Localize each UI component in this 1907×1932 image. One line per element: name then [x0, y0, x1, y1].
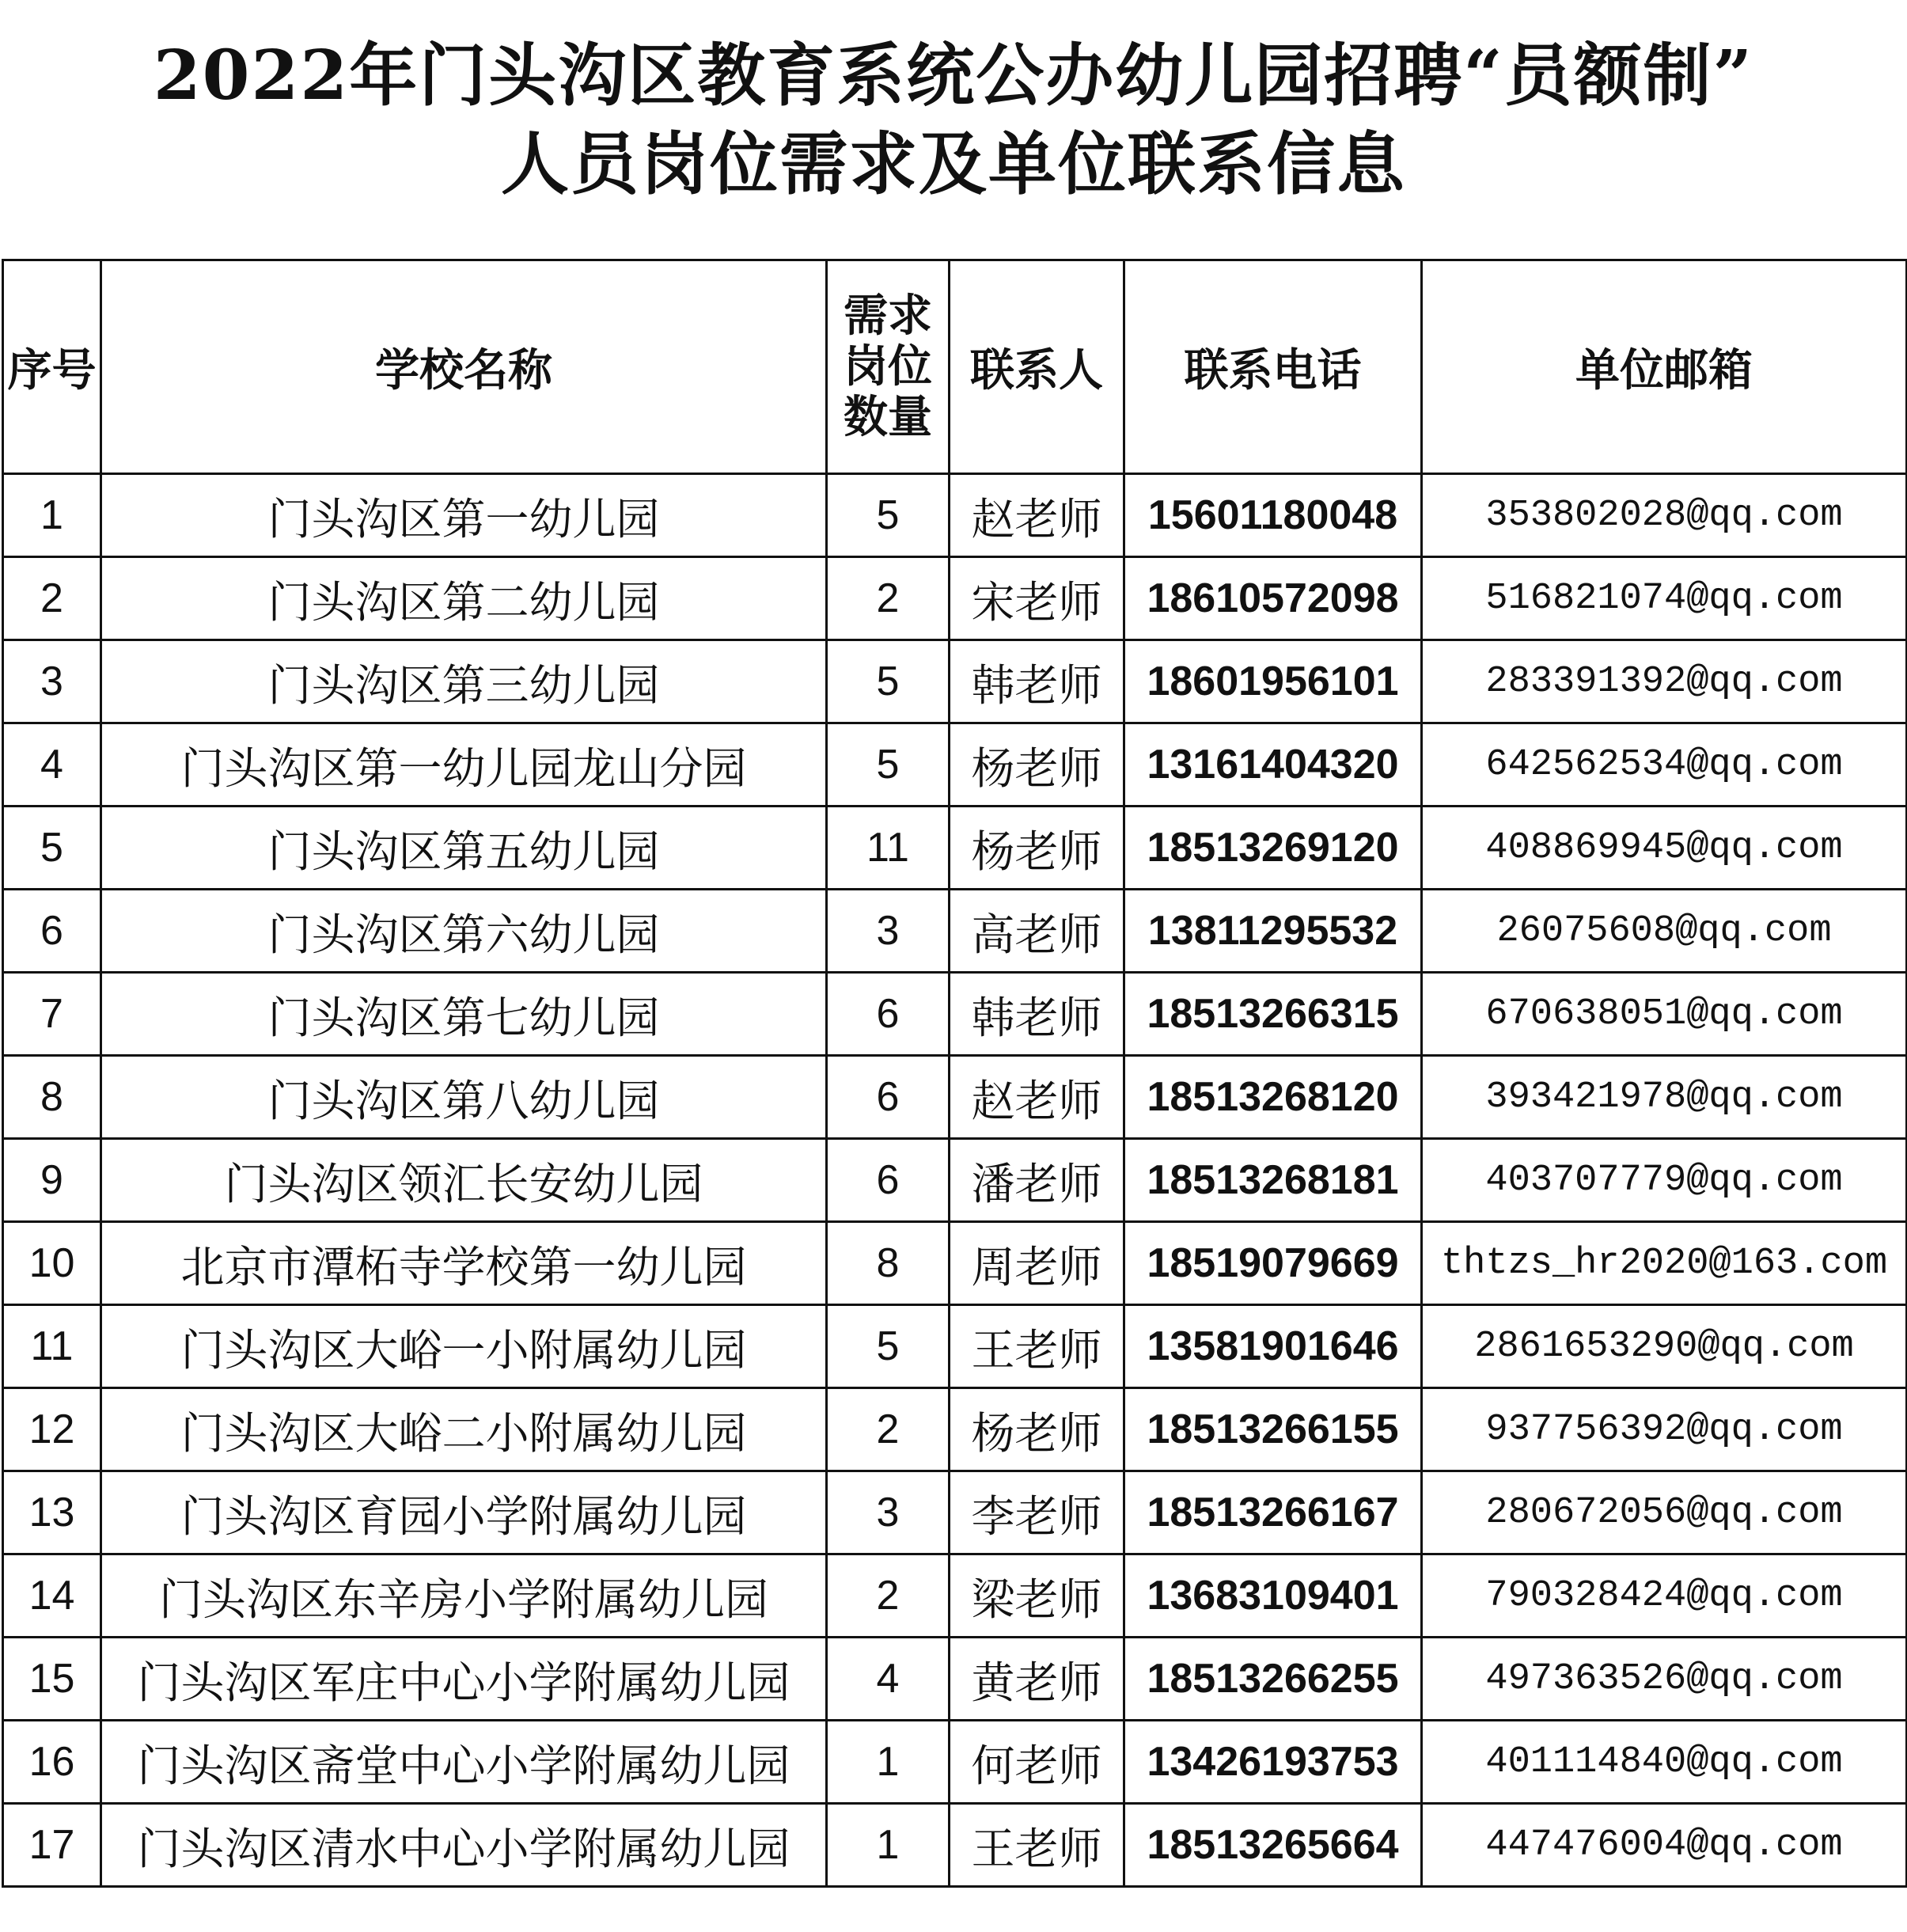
table-row [3, 973, 1907, 1056]
cell-count: 3 [827, 890, 950, 973]
cell-contact: 王老师 [950, 1305, 1124, 1388]
cell-count: 4 [827, 1638, 950, 1721]
cell-index: 8 [3, 1056, 101, 1139]
cell-email: 937756392@qq.com [1422, 1388, 1907, 1471]
recruitment-table [2, 259, 1907, 1888]
cell-index: 16 [3, 1721, 101, 1804]
header-contact: 联系人 [950, 260, 1124, 474]
header-count-line: 需求 [844, 290, 932, 342]
cell-email: 280672056@qq.com [1422, 1471, 1907, 1554]
cell-email: 353802028@qq.com [1422, 474, 1907, 557]
cell-contact: 杨老师 [950, 1388, 1124, 1471]
cell-phone: 13683109401 [1124, 1554, 1422, 1638]
cell-school: 门头沟区第七幼儿园 [101, 973, 827, 1056]
cell-school: 门头沟区领汇长安幼儿园 [101, 1139, 827, 1222]
cell-email: 790328424@qq.com [1422, 1554, 1907, 1638]
cell-count: 2 [827, 1554, 950, 1638]
table-header-row [3, 260, 1907, 474]
cell-phone: 13811295532 [1124, 890, 1422, 973]
cell-count: 11 [827, 807, 950, 890]
cell-count: 1 [827, 1721, 950, 1804]
cell-email: 670638051@qq.com [1422, 973, 1907, 1056]
cell-index: 1 [3, 474, 101, 557]
cell-school: 门头沟区第六幼儿园 [101, 890, 827, 973]
cell-email: 497363526@qq.com [1422, 1638, 1907, 1721]
cell-phone: 18513268120 [1124, 1056, 1422, 1139]
cell-contact: 宋老师 [950, 557, 1124, 640]
table-row [3, 1721, 1907, 1804]
cell-index: 17 [3, 1804, 101, 1887]
table-row [3, 1056, 1907, 1139]
cell-count: 3 [827, 1471, 950, 1554]
cell-index: 11 [3, 1305, 101, 1388]
table-row [3, 723, 1907, 807]
header-email: 单位邮箱 [1422, 260, 1907, 474]
cell-index: 3 [3, 640, 101, 723]
cell-school: 门头沟区第一幼儿园龙山分园 [101, 723, 827, 807]
cell-contact: 黄老师 [950, 1638, 1124, 1721]
cell-phone: 18513268181 [1124, 1139, 1422, 1222]
cell-phone: 18513265664 [1124, 1804, 1422, 1887]
cell-contact: 何老师 [950, 1721, 1124, 1804]
cell-count: 1 [827, 1804, 950, 1887]
cell-index: 7 [3, 973, 101, 1056]
cell-contact: 梁老师 [950, 1554, 1124, 1638]
cell-school: 门头沟区军庄中心小学附属幼儿园 [101, 1638, 827, 1721]
header-index: 序号 [3, 260, 101, 474]
cell-contact: 潘老师 [950, 1139, 1124, 1222]
cell-count: 5 [827, 1305, 950, 1388]
cell-count: 5 [827, 723, 950, 807]
cell-count: 6 [827, 1139, 950, 1222]
cell-index: 14 [3, 1554, 101, 1638]
cell-school: 门头沟区大峪一小附属幼儿园 [101, 1305, 827, 1388]
cell-school: 门头沟区第一幼儿园 [101, 474, 827, 557]
cell-email: 642562534@qq.com [1422, 723, 1907, 807]
cell-phone: 18513266167 [1124, 1471, 1422, 1554]
cell-email: 283391392@qq.com [1422, 640, 1907, 723]
document-title [0, 32, 1907, 209]
cell-index: 12 [3, 1388, 101, 1471]
cell-contact: 韩老师 [950, 640, 1124, 723]
table-row [3, 1638, 1907, 1721]
cell-email: 516821074@qq.com [1422, 557, 1907, 640]
table-row [3, 1804, 1907, 1887]
cell-email: 408869945@qq.com [1422, 807, 1907, 890]
header-phone: 联系电话 [1124, 260, 1422, 474]
cell-email: 393421978@qq.com [1422, 1056, 1907, 1139]
cell-contact: 王老师 [950, 1804, 1124, 1887]
cell-count: 8 [827, 1222, 950, 1305]
cell-contact: 周老师 [950, 1222, 1124, 1305]
table-row [3, 1222, 1907, 1305]
table-row [3, 807, 1907, 890]
table-row [3, 640, 1907, 723]
table-row [3, 1388, 1907, 1471]
cell-contact: 赵老师 [950, 1056, 1124, 1139]
cell-phone: 18610572098 [1124, 557, 1422, 640]
title-line-1: 2022年门头沟区教育系统公办幼儿园招聘“员额制” [153, 36, 1754, 116]
cell-index: 5 [3, 807, 101, 890]
table-row [3, 1139, 1907, 1222]
cell-phone: 18513266255 [1124, 1638, 1422, 1721]
cell-count: 6 [827, 1056, 950, 1139]
header-count-line: 数量 [844, 391, 932, 443]
cell-contact: 高老师 [950, 890, 1124, 973]
cell-school: 门头沟区东辛房小学附属幼儿园 [101, 1554, 827, 1638]
table-row [3, 1471, 1907, 1554]
cell-index: 6 [3, 890, 101, 973]
cell-count: 5 [827, 474, 950, 557]
cell-contact: 杨老师 [950, 723, 1124, 807]
cell-phone: 18513269120 [1124, 807, 1422, 890]
header-count-line: 岗位 [844, 340, 932, 393]
cell-school: 门头沟区清水中心小学附属幼儿园 [101, 1804, 827, 1887]
cell-contact: 韩老师 [950, 973, 1124, 1056]
cell-count: 2 [827, 1388, 950, 1471]
cell-contact: 赵老师 [950, 474, 1124, 557]
cell-school: 门头沟区第八幼儿园 [101, 1056, 827, 1139]
cell-school: 门头沟区第三幼儿园 [101, 640, 827, 723]
cell-index: 13 [3, 1471, 101, 1554]
cell-email: 447476004@qq.com [1422, 1804, 1907, 1887]
cell-contact: 杨老师 [950, 807, 1124, 890]
cell-index: 4 [3, 723, 101, 807]
table-row [3, 557, 1907, 640]
cell-phone: 13426193753 [1124, 1721, 1422, 1804]
cell-school: 北京市潭柘寺学校第一幼儿园 [101, 1222, 827, 1305]
cell-phone: 18519079669 [1124, 1222, 1422, 1305]
cell-index: 9 [3, 1139, 101, 1222]
cell-count: 2 [827, 557, 950, 640]
cell-school: 门头沟区育园小学附属幼儿园 [101, 1471, 827, 1554]
title-line-2: 人员岗位需求及单位联系信息 [501, 124, 1406, 204]
cell-email: thtzs_hr2020@163.com [1422, 1222, 1907, 1305]
header-count [827, 260, 950, 474]
cell-count: 5 [827, 640, 950, 723]
cell-contact: 李老师 [950, 1471, 1124, 1554]
cell-school: 门头沟区第五幼儿园 [101, 807, 827, 890]
cell-phone: 18513266315 [1124, 973, 1422, 1056]
cell-email: 2861653290@qq.com [1422, 1305, 1907, 1388]
header-school: 学校名称 [101, 260, 827, 474]
cell-phone: 13161404320 [1124, 723, 1422, 807]
table-row [3, 1554, 1907, 1638]
cell-phone: 18601956101 [1124, 640, 1422, 723]
cell-email: 401114840@qq.com [1422, 1721, 1907, 1804]
cell-email: 403707779@qq.com [1422, 1139, 1907, 1222]
cell-phone: 15601180048 [1124, 474, 1422, 557]
cell-count: 6 [827, 973, 950, 1056]
cell-index: 2 [3, 557, 101, 640]
cell-email: 26075608@qq.com [1422, 890, 1907, 973]
table-row [3, 890, 1907, 973]
cell-school: 门头沟区第二幼儿园 [101, 557, 827, 640]
cell-phone: 18513266155 [1124, 1388, 1422, 1471]
cell-index: 10 [3, 1222, 101, 1305]
cell-school: 门头沟区斋堂中心小学附属幼儿园 [101, 1721, 827, 1804]
cell-school: 门头沟区大峪二小附属幼儿园 [101, 1388, 827, 1471]
cell-index: 15 [3, 1638, 101, 1721]
table-row [3, 1305, 1907, 1388]
cell-phone: 13581901646 [1124, 1305, 1422, 1388]
table-row [3, 474, 1907, 557]
